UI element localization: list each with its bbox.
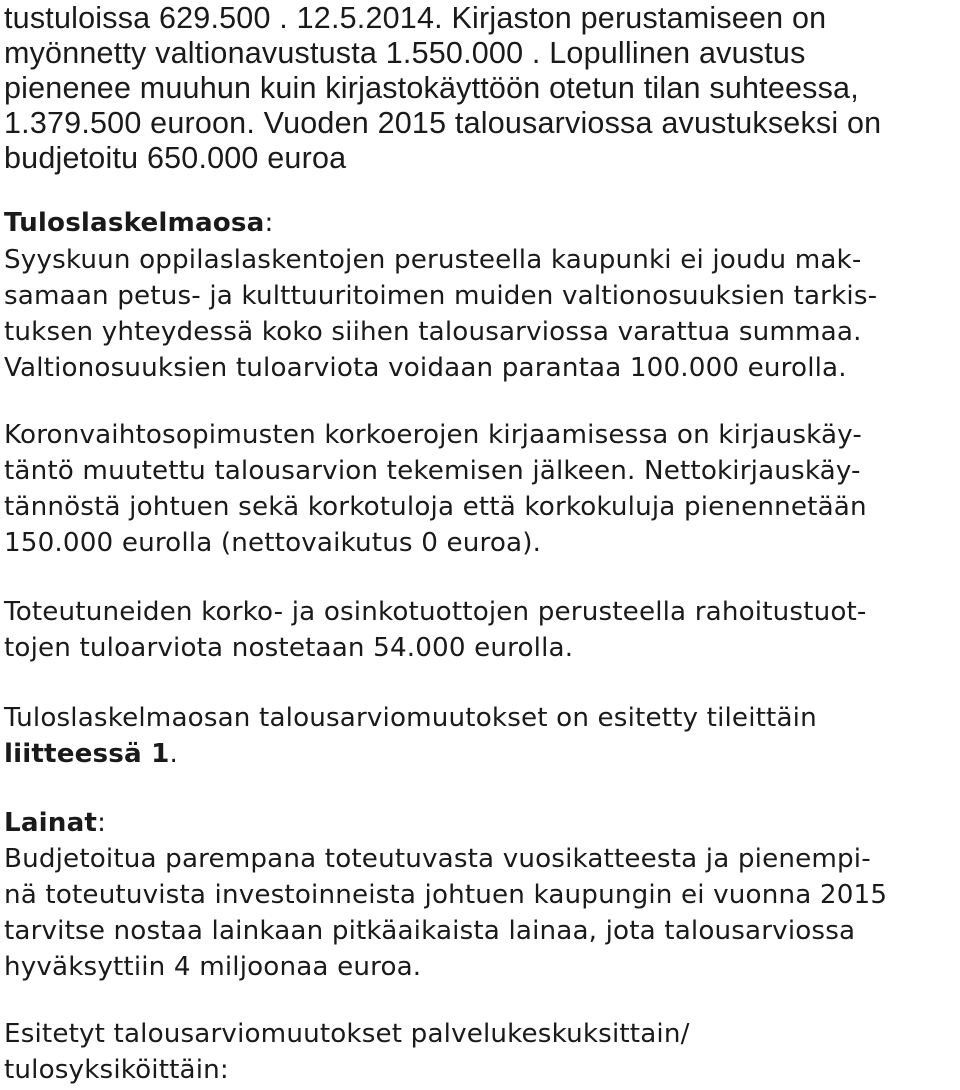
section-heading-lainat <box>4 810 106 836</box>
attachment-reference: liitteessä 1 <box>4 739 170 769</box>
paragraph-line: tojen tuloarviota nostetaan 54.000 eurolla. <box>4 633 574 663</box>
paragraph-line: tännöstä johtuen sekä korkotuloja että korkokuluja pienennetään <box>4 492 867 522</box>
intro-line: budjetoitu 650.000 euroa <box>4 141 347 175</box>
intro-line: tustuloissa 629.500 . 12.5.2014. Kirjaston perustamiseen on <box>4 1 827 35</box>
heading-text: Lainat <box>4 808 98 838</box>
heading-colon: : <box>97 808 107 838</box>
intro-line: 1.379.500 euroon. Vuoden 2015 talousarviossa avustukseksi on <box>4 106 882 140</box>
paragraph-line: nä toteutuvista investoinneista johtuen kaupungin ei vuonna 2015 <box>4 880 888 910</box>
paragraph-line: täntö muutettu talousarvion tekemisen jälkeen. Nettokirjauskäy- <box>4 456 861 486</box>
paragraph-line: hyväksyttiin 4 miljoonaa euroa. <box>4 952 422 982</box>
paragraph-line: tuksen yhteydessä koko siihen talousarviossa varattua summaa. <box>4 317 862 347</box>
section-heading-tuloslaskelmaosa <box>4 210 273 236</box>
paragraph-line: Toteutuneiden korko- ja osinkotuottojen perusteella rahoitustuot- <box>4 597 867 627</box>
paragraph-line: samaan petus- ja kulttuuritoimen muiden valtionosuuksien tarkis- <box>4 281 878 311</box>
paragraph-line: Budjetoitua parempana toteutuvasta vuosikatteesta ja pienempi- <box>4 844 871 874</box>
heading-colon: : <box>264 208 274 238</box>
intro-line: myönnetty valtionavustusta 1.550.000 . Lopullinen avustus <box>4 36 806 70</box>
heading-text: Tuloslaskelmaosa <box>4 208 265 238</box>
paragraph-line: Koronvaihtosopimusten korkoerojen kirjaamisessa on kirjauskäy- <box>4 420 862 450</box>
paragraph-line: Valtionosuuksien tuloarviota voidaan parantaa 100.000 eurolla. <box>4 353 847 383</box>
paragraph-line: tarvitse nostaa lainkaan pitkäaikaista lainaa, jota talousarviossa <box>4 916 856 946</box>
paragraph-line: Tuloslaskelmaosan talousarviomuutokset on esitetty tileittäin <box>4 703 817 733</box>
intro-line: pienenee muuhun kuin kirjastokäyttöön otetun tilan suhteessa, <box>4 71 859 105</box>
closing-line: tulosyksiköittäin: <box>4 1055 229 1085</box>
paragraph-line: 150.000 eurolla (nettovaikutus 0 euroa). <box>4 528 542 558</box>
paragraph-line: Syyskuun oppilaslaskentojen perusteella kaupunki ei joudu mak- <box>4 245 862 275</box>
attachment-reference-period: . <box>169 739 178 769</box>
closing-line: Esitetyt talousarviomuutokset palvelukeskuksittain/ <box>4 1019 690 1049</box>
attachment-reference-line <box>4 741 178 767</box>
